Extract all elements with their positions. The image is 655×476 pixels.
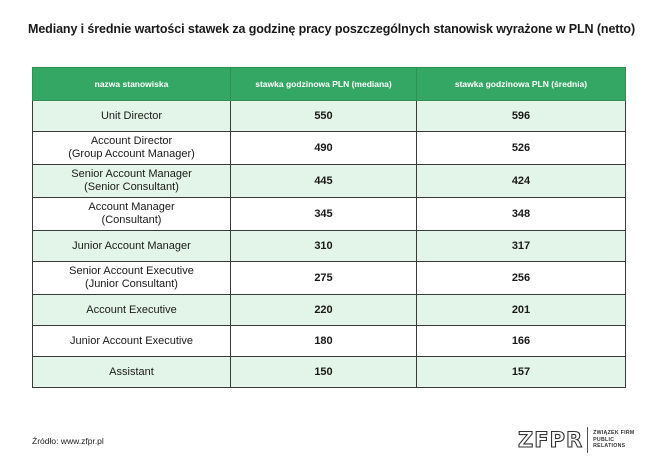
position-name bbox=[33, 231, 231, 262]
median-value: 345 bbox=[231, 198, 417, 231]
position-name bbox=[33, 295, 231, 326]
mean-value: 526 bbox=[417, 132, 626, 165]
median-value: 220 bbox=[231, 295, 417, 326]
logo-text-line: PUBLIC bbox=[593, 436, 615, 443]
table-row bbox=[33, 262, 626, 295]
table-row bbox=[33, 165, 626, 198]
position-name-line: Account Executive bbox=[86, 303, 177, 316]
mean-value: 256 bbox=[417, 262, 626, 295]
position-name-subline: (Senior Consultant) bbox=[84, 181, 179, 193]
position-name-line: Junior Account Executive bbox=[70, 334, 193, 347]
source-note: Źródło: www.zfpr.pl bbox=[32, 436, 104, 446]
position-name bbox=[33, 357, 231, 388]
table-row bbox=[33, 326, 626, 357]
median-value: 150 bbox=[231, 357, 417, 388]
logo-text-line: RELATIONS bbox=[593, 443, 626, 450]
zfpr-logo bbox=[518, 426, 635, 454]
position-name-line: Junior Account Manager bbox=[72, 239, 191, 252]
position-name bbox=[33, 165, 231, 198]
logo-text-line: ZWIĄZEK FIRM bbox=[593, 430, 635, 437]
position-name-subline: (Group Account Manager) bbox=[68, 148, 195, 160]
median-value: 550 bbox=[231, 101, 417, 132]
position-name-line: Unit Director bbox=[100, 109, 163, 122]
median-value: 490 bbox=[231, 132, 417, 165]
position-name bbox=[33, 262, 231, 295]
header-position-name: nazwa stanowiska bbox=[33, 68, 231, 101]
table-row bbox=[33, 295, 626, 326]
mean-value: 317 bbox=[417, 231, 626, 262]
header-median-rate: stawka godzinowa PLN (mediana) bbox=[231, 68, 417, 101]
median-value: 310 bbox=[231, 231, 417, 262]
table-header-row bbox=[33, 68, 626, 101]
position-name-line: Account Director bbox=[90, 135, 173, 147]
mean-value: 596 bbox=[417, 101, 626, 132]
median-value: 445 bbox=[231, 165, 417, 198]
document-title: Mediany i średnie wartości stawek za godzinę pracy poszczególnych stanowisk wyrażone w PLN (netto) bbox=[28, 22, 636, 36]
position-name-line: Account Manager bbox=[88, 201, 175, 213]
position-name-line: Senior Account Executive bbox=[69, 265, 194, 277]
median-value: 275 bbox=[231, 262, 417, 295]
header-mean-rate: stawka godzinowa PLN (średnia) bbox=[417, 68, 626, 101]
table-row bbox=[33, 231, 626, 262]
table-row bbox=[33, 198, 626, 231]
position-name-line: Senior Account Manager bbox=[71, 168, 192, 180]
mean-value: 348 bbox=[417, 198, 626, 231]
logo-divider bbox=[587, 427, 588, 453]
mean-value: 157 bbox=[417, 357, 626, 388]
mean-value: 201 bbox=[417, 295, 626, 326]
logo-text bbox=[593, 430, 634, 450]
position-name bbox=[33, 132, 231, 165]
position-name-subline: (Junior Consultant) bbox=[85, 278, 178, 290]
table-row bbox=[33, 101, 626, 132]
table-row bbox=[33, 132, 626, 165]
table-row bbox=[33, 357, 626, 388]
median-value: 180 bbox=[231, 326, 417, 357]
position-name bbox=[33, 101, 231, 132]
position-name bbox=[33, 198, 231, 231]
position-name-subline: (Consultant) bbox=[101, 214, 162, 226]
rates-table bbox=[32, 67, 626, 388]
position-name bbox=[33, 326, 231, 357]
logo-mark: ZFPR bbox=[518, 428, 584, 452]
mean-value: 424 bbox=[417, 165, 626, 198]
position-name-line: Assistant bbox=[109, 365, 154, 378]
mean-value: 166 bbox=[417, 326, 626, 357]
